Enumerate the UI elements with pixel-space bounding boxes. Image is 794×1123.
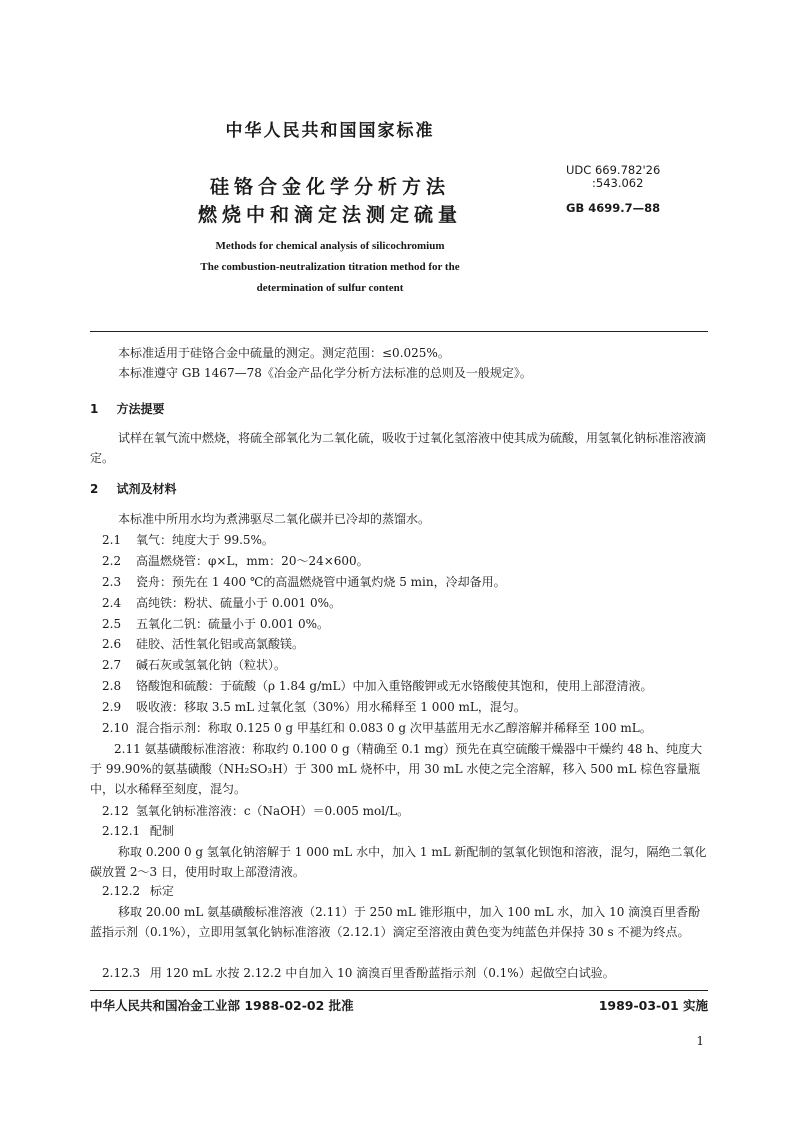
section-number: 2 [90, 482, 99, 496]
intro-compliance: 本标准遵守 GB 1467—78《冶金产品化学分析方法标准的总则及一般规定》。 [118, 366, 532, 380]
list-item [102, 718, 712, 739]
intro-scope: 本标准适用于硅铬合金中硫量的测定。测定范围：≤0.025%。 [118, 346, 450, 360]
item-text: 高纯铁：粉状、硫量小于 0.001 0%。 [136, 595, 342, 610]
approval-note: 中华人民共和国冶金工业部 1988-02-02 批准 [90, 998, 354, 1013]
item-text: 用 120 mL 水按 2.12.2 中自加入 10 滴溴百里香酚蓝指示剂（0.1%）起做空白试验。 [149, 966, 615, 980]
implementation-date: 1989-03-01 实施 [598, 998, 708, 1013]
item-number: 2.12 [102, 804, 129, 818]
english-title-line-3: determination of sulfur content [256, 282, 404, 294]
list-item-2-12-3 [102, 964, 615, 983]
standard-name: 中华人民共和国国家标准 [225, 121, 435, 141]
item-number: 2.12.2 [102, 884, 141, 898]
item-text: 氢氧化钠标准溶液：c（NaOH）＝0.005 mol/L。 [135, 804, 410, 818]
item-text: 高温燃烧管：φ×L，mm：20～24×600。 [136, 553, 369, 568]
footer-divider [90, 990, 708, 991]
list-item [102, 551, 712, 572]
item-number: 2.11 [114, 742, 141, 756]
list-item-2-11 [90, 739, 710, 799]
gb-number: GB 4699.7—88 [566, 201, 661, 215]
section-2-intro: 本标准中所用水均为煮沸驱尽二氧化碳并已冷却的蒸馏水。 [118, 512, 431, 526]
item-number: 2.10 [102, 721, 129, 736]
list-item [102, 572, 712, 593]
item-text: 五氧化二钒：硫量小于 0.001 0%。 [136, 616, 330, 631]
english-title-line-1: Methods for chemical analysis of silicochromium [215, 240, 445, 252]
list-item [102, 676, 712, 697]
item-number: 2.8 [102, 679, 122, 694]
english-title-line-2: The combustion-neutralization titration method for the [200, 261, 460, 273]
item-number: 2.2 [102, 553, 122, 568]
list-item [102, 614, 712, 635]
item-title: 配制 [149, 824, 174, 838]
title-line-1: 硅铬合金化学分析方法 [209, 176, 450, 198]
section-title: 方法提要 [116, 402, 165, 416]
page-number: 1 [696, 1034, 704, 1048]
list-item-2-12 [102, 802, 409, 821]
title-line-2: 燃烧中和滴定法测定硫量 [197, 204, 462, 226]
item-text: 氨基磺酸标准溶液：称取约 0.100 0 g（精确至 0.1 mg）预先在真空硫酸干燥器中干燥约 48 h、纯度大于 99.90%的氨基磺酸（NH₂SO₃H）于 300 mL 烧杯中，用 30 mL 水使之完全溶解，移入 500 mL 棕色容量瓶中，以水稀释至刻度，混匀。 [90, 742, 703, 796]
item-number: 2.12.1 [102, 824, 141, 838]
item-text: 瓷舟：预先在 1 400 ℃的高温燃烧管中通氧灼烧 5 min，冷却备用。 [136, 574, 506, 589]
text-2-12-1: 称取 0.200 0 g 氢氧化钠溶解于 1 000 mL 水中，加入 1 mL 新配制的氢氧化钡饱和溶液，混匀，隔绝二氧化碳放置 2～3 日，使用时取上部澄清液。 [90, 845, 707, 879]
header-divider [90, 331, 708, 332]
list-item [102, 634, 712, 655]
item-number: 2.5 [102, 616, 122, 631]
subheading-2-12-1 [102, 822, 174, 841]
list-item [102, 530, 712, 551]
item-number: 2.12.3 [102, 966, 141, 980]
section-2-heading [90, 480, 177, 497]
list-item [102, 697, 712, 718]
list-item [102, 593, 712, 614]
item-text: 混合指示剂：称取 0.125 0 g 甲基红和 0.083 0 g 次甲基蓝用无水乙醇溶解并稀释至 100 mL。 [136, 721, 652, 736]
reagent-list [102, 530, 712, 739]
item-number: 2.4 [102, 595, 122, 610]
text-2-12-2: 移取 20.00 mL 氨基磺酸标准溶液（2.11）于 250 mL 锥形瓶中，加入 100 mL 水，加入 10 滴溴百里香酚蓝指示剂（0.1%），立即用氢氧化钠标准溶液（2.12.1）滴定至溶液由黄色变为纯蓝色并保持 30 s 不褪为终点。 [90, 905, 701, 939]
item-number: 2.3 [102, 574, 122, 589]
section-1-text: 试样在氧气流中燃烧，将硫全部氧化为二氧化硫，吸收于过氧化氢溶液中使其成为硫酸，用氢氧化钠标准溶液滴定。 [90, 431, 707, 465]
item-text: 氧气：纯度大于 99.5%。 [136, 533, 274, 547]
item-number: 2.1 [102, 533, 122, 547]
subheading-2-12-2 [102, 882, 174, 901]
section-title: 试剂及材料 [116, 482, 177, 496]
section-number: 1 [90, 402, 99, 416]
item-title: 标定 [149, 884, 174, 898]
udc-code-continued: :543.062 [592, 176, 644, 190]
item-number: 2.6 [102, 637, 122, 652]
item-text: 吸收液：移取 3.5 mL 过氧化氢（30%）用水稀释至 1 000 mL，混匀。 [136, 700, 526, 715]
section-1-heading [90, 400, 165, 417]
item-text: 碱石灰或氢氧化钠（粒状）。 [136, 658, 287, 673]
item-number: 2.9 [102, 700, 122, 715]
item-number: 2.7 [102, 658, 122, 673]
udc-code: UDC 669.782'26 [566, 163, 661, 177]
item-text: 铬酸饱和硫酸：于硫酸（ρ 1.84 g/mL）中加入重铬酸钾或无水铬酸使其饱和，使用上部澄清液。 [136, 679, 653, 694]
item-text: 硅胶、活性氧化铝或高氯酸镁。 [136, 637, 305, 652]
list-item [102, 655, 712, 676]
